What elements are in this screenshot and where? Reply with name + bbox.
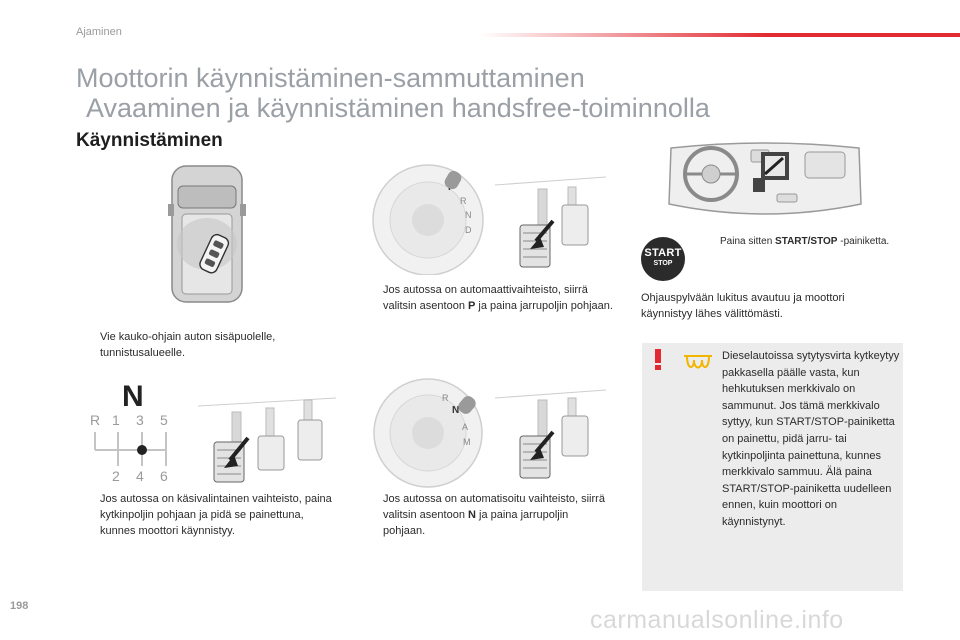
section-label: Ajaminen	[76, 26, 122, 38]
steering-lock-note: Ohjauspylvään lukitus avautuu ja moottori käynnistyy lähes välittömästi.	[641, 292, 845, 320]
start-stop-button-icon: START STOP	[641, 237, 685, 281]
page-number: 198	[10, 600, 29, 612]
section-heading: Käynnistäminen	[76, 130, 223, 151]
gear-letter-m: M	[463, 437, 471, 447]
watermark: carmanualsonline.info	[590, 606, 844, 634]
gear-letter-r: R	[460, 196, 467, 206]
glow-plug-icon	[683, 354, 713, 372]
gear-letter-d: D	[465, 225, 472, 235]
step-automated-gearbox: Jos autossa on automatisoitu vaihteisto, siirrä valitsin asentoon N ja paina jarrupoljin pohjaan.	[383, 493, 605, 537]
gear-letter-r: R	[442, 393, 449, 403]
step-press-start-stop: Paina sitten START/STOP -painiketta.	[720, 236, 890, 247]
step-key-inside: Vie kauko-ohjain auton sisäpuolelle, tunnistusalueelle.	[100, 331, 276, 359]
svg-text:2: 2	[112, 468, 120, 484]
svg-text:4: 4	[136, 468, 144, 484]
automated-gearbox-illustration	[370, 378, 610, 488]
svg-text:5: 5	[160, 412, 168, 428]
svg-text:R: R	[90, 412, 101, 428]
page-subtitle: Avaaminen ja käynnistäminen handsfree-toiminnolla	[86, 93, 710, 123]
step-automatic-gearbox: Jos autossa on automaattivaihteisto, siirrä valitsin asentoon P ja paina jarrupoljin pohjaan.	[383, 284, 613, 312]
manual-gearbox-illustration	[88, 378, 338, 488]
exclamation-icon	[651, 349, 665, 371]
svg-text:3: 3	[136, 412, 144, 428]
gear-letter-a: A	[462, 422, 469, 432]
svg-text:1: 1	[112, 412, 120, 428]
page-title: Moottorin käynnistäminen-sammuttaminen	[76, 63, 585, 93]
automatic-gearbox-illustration	[370, 163, 610, 275]
gear-letter-n: N	[465, 210, 472, 220]
neutral-gear-label: N	[122, 380, 144, 413]
header-accent-bar	[480, 33, 960, 37]
warning-text: Dieselautoissa sytytysvirta kytkeytyy pakkasella päälle vasta, kun hehkutuksen merkkivalo on sammunut. Jos tämä merkkivalo syttyy, kun START/STOP-painiketta on painettu, pidä jarru- tai kytkinpoljinta painettuna, kunnes merkkivalo sammuu. Älä paina START/STOP-painiketta uudelleen ennen, kuin moottori on käynnistynyt.	[722, 350, 900, 528]
dashboard-illustration	[665, 138, 865, 226]
gear-letter-n: N	[452, 405, 460, 416]
svg-text:6: 6	[160, 468, 168, 484]
step-manual-gearbox: Jos autossa on käsivalintainen vaihteisto, paina kytkinpoljin pohjaan ja pidä se painettuna, kunnes moottori käynnistyy.	[100, 493, 332, 537]
car-top-view-illustration	[168, 164, 246, 304]
